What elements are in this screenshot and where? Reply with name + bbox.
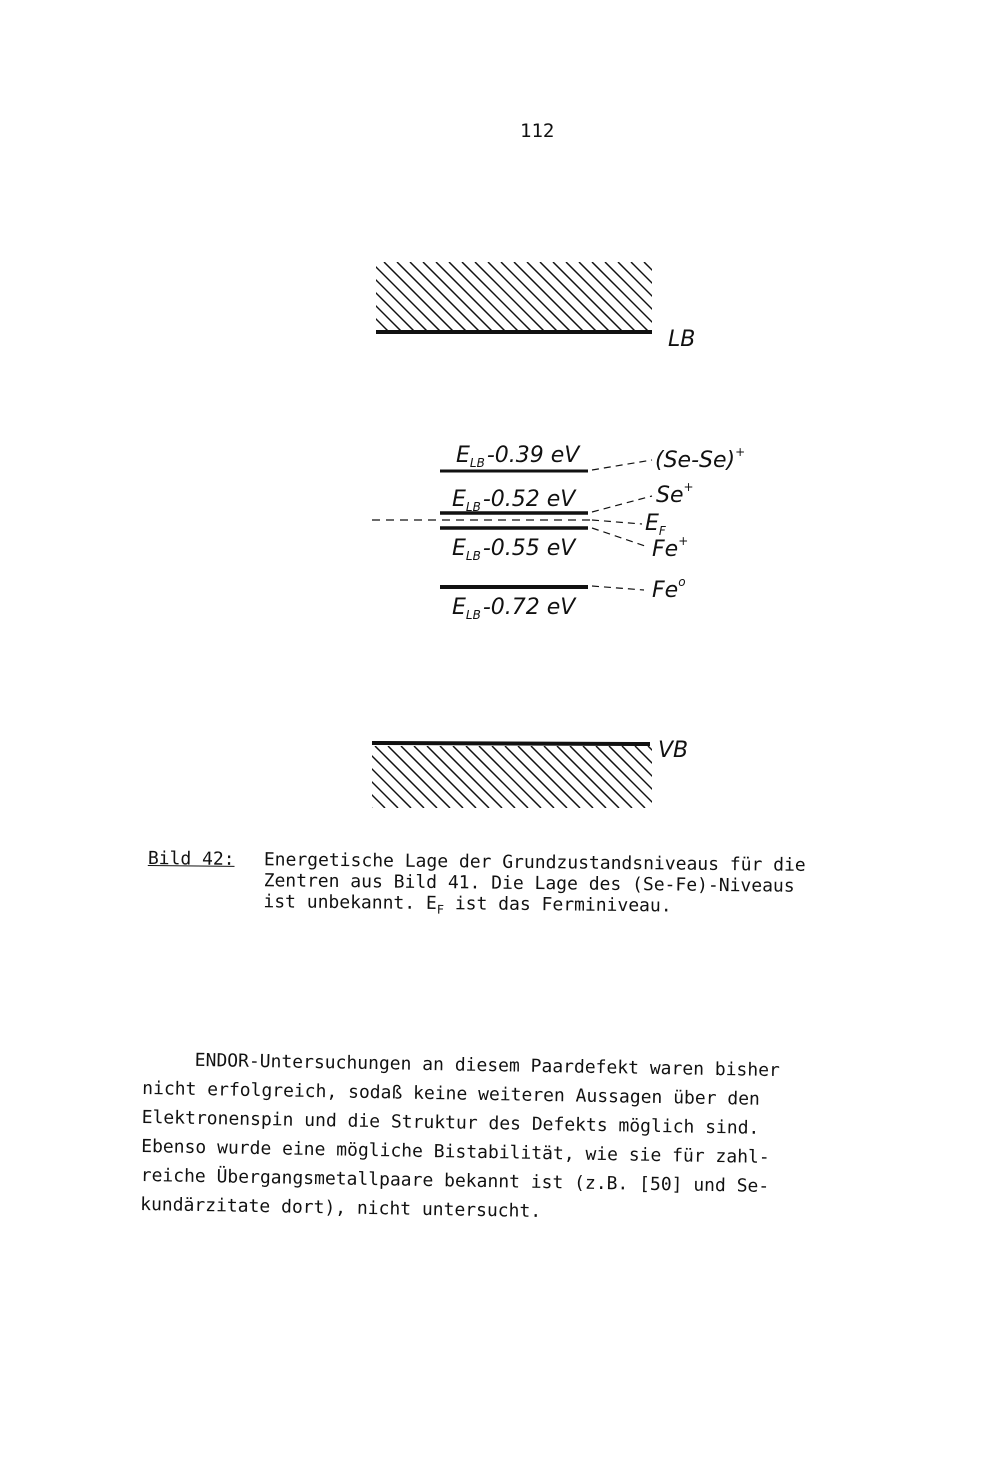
hatch-line: [349, 746, 411, 808]
hatch-line: [466, 746, 528, 808]
hatch-line: [492, 746, 554, 808]
hatch-line: [479, 746, 541, 808]
paragraph-line: kundärzitate dort), nicht untersucht.: [140, 1193, 542, 1222]
hatch-line: [579, 262, 649, 332]
valence-band-edge: [372, 743, 650, 744]
hatch-line: [488, 262, 558, 332]
caption-label: Bild 42:: [147, 848, 235, 870]
hatch-line: [362, 746, 424, 808]
hatch-line: [592, 262, 662, 332]
paragraph-line: Ebenso wurde eine mögliche Bistabilität, wie sie für zahl-: [141, 1135, 770, 1168]
energy-label-4: $E_{LB}-0.72$ eV: [452, 595, 576, 622]
hatch-line: [540, 262, 610, 332]
hatch-line: [388, 746, 450, 808]
hatch-line: [410, 262, 480, 332]
connector-se: [592, 496, 652, 512]
conduction-band-hatching: [306, 262, 714, 332]
caption-line: Zentren aus Bild 41. Die Lage des (Se-Fe)-Niveaus: [263, 870, 795, 897]
connector-se-se: [592, 460, 652, 470]
hatch-line: [518, 746, 580, 808]
hatch-line: [401, 746, 463, 808]
body-paragraph: [140, 1045, 903, 1232]
hatch-line: [336, 746, 398, 808]
caption-line: ist unbekannt. $E_F$ ist das Ferminiveau.: [263, 891, 672, 917]
hatch-line: [553, 262, 623, 332]
connector-fermi: [592, 520, 642, 524]
hatch-line: [544, 746, 606, 808]
conduction-band: [306, 262, 714, 352]
hatch-line: [566, 262, 636, 332]
hatch-line: [596, 746, 658, 808]
center-label-fe-zero: Fe$^o$: [652, 575, 686, 603]
energy-label-1: $E_{LB}-0.39$ eV: [456, 443, 580, 470]
hatch-line: [358, 262, 428, 332]
caption-line: Energetische Lage der Grundzustandsniveaus für die: [263, 849, 806, 876]
hatch-line: [449, 262, 519, 332]
hatch-line: [475, 262, 545, 332]
hatch-line: [414, 746, 476, 808]
center-label-se-se: (Se-Se)+: [655, 445, 746, 473]
hatch-line: [423, 262, 493, 332]
hatch-line: [345, 262, 415, 332]
caption-text: [263, 849, 904, 925]
level-connectors: [592, 460, 652, 590]
hatch-line: [505, 746, 567, 808]
hatch-line: [323, 746, 385, 808]
hatch-line: [332, 262, 402, 332]
center-label-fe-plus: Fe+: [652, 534, 689, 562]
hatch-line: [531, 746, 593, 808]
hatch-line: [501, 262, 571, 332]
hatch-line: [557, 746, 619, 808]
paragraph-line: Elektronenspin und die Struktur des Defekts möglich sind.: [141, 1106, 760, 1139]
hatch-line: [440, 746, 502, 808]
hatch-line: [514, 262, 584, 332]
figure-caption: [147, 848, 908, 917]
hatch-line: [371, 262, 441, 332]
hatch-line: [618, 262, 688, 332]
hatch-line: [462, 262, 532, 332]
page-number: 112: [520, 120, 555, 142]
hatch-line: [436, 262, 506, 332]
energy-label-3: $E_{LB}-0.55$ eV: [452, 536, 576, 563]
valence-band-label: VB: [658, 738, 689, 763]
hatch-line: [453, 746, 515, 808]
hatch-line: [319, 262, 389, 332]
fermi-label: $E_F$: [645, 511, 666, 538]
connector-fe-plus: [592, 528, 645, 546]
hatch-line: [427, 746, 489, 808]
conduction-band-label: LB: [668, 327, 696, 352]
paragraph-line: reiche Übergangsmetallpaare bekannt ist (z.B. [50] und Se-: [140, 1164, 770, 1197]
center-label-se: Se+: [656, 480, 694, 508]
hatch-line: [583, 746, 645, 808]
hatch-line: [375, 746, 437, 808]
hatch-line: [570, 746, 632, 808]
energy-label-2: $E_{LB}-0.52$ eV: [452, 487, 576, 514]
hatch-line: [310, 746, 372, 808]
hatch-line: [527, 262, 597, 332]
hatch-line: [306, 262, 376, 332]
hatch-line: [631, 262, 701, 332]
hatch-line: [605, 262, 675, 332]
hatch-line: [397, 262, 467, 332]
hatch-line: [644, 262, 714, 332]
paragraph-line: ENDOR-Untersuchungen an diesem Paardefekt waren bisher: [194, 1049, 781, 1082]
connector-fe-zero: [592, 586, 644, 590]
paragraph-line: nicht erfolgreich, sodaß keine weiteren Aussagen über den: [142, 1077, 761, 1110]
hatch-line: [384, 262, 454, 332]
valence-band: [310, 738, 710, 808]
valence-band-hatching: [310, 746, 710, 808]
